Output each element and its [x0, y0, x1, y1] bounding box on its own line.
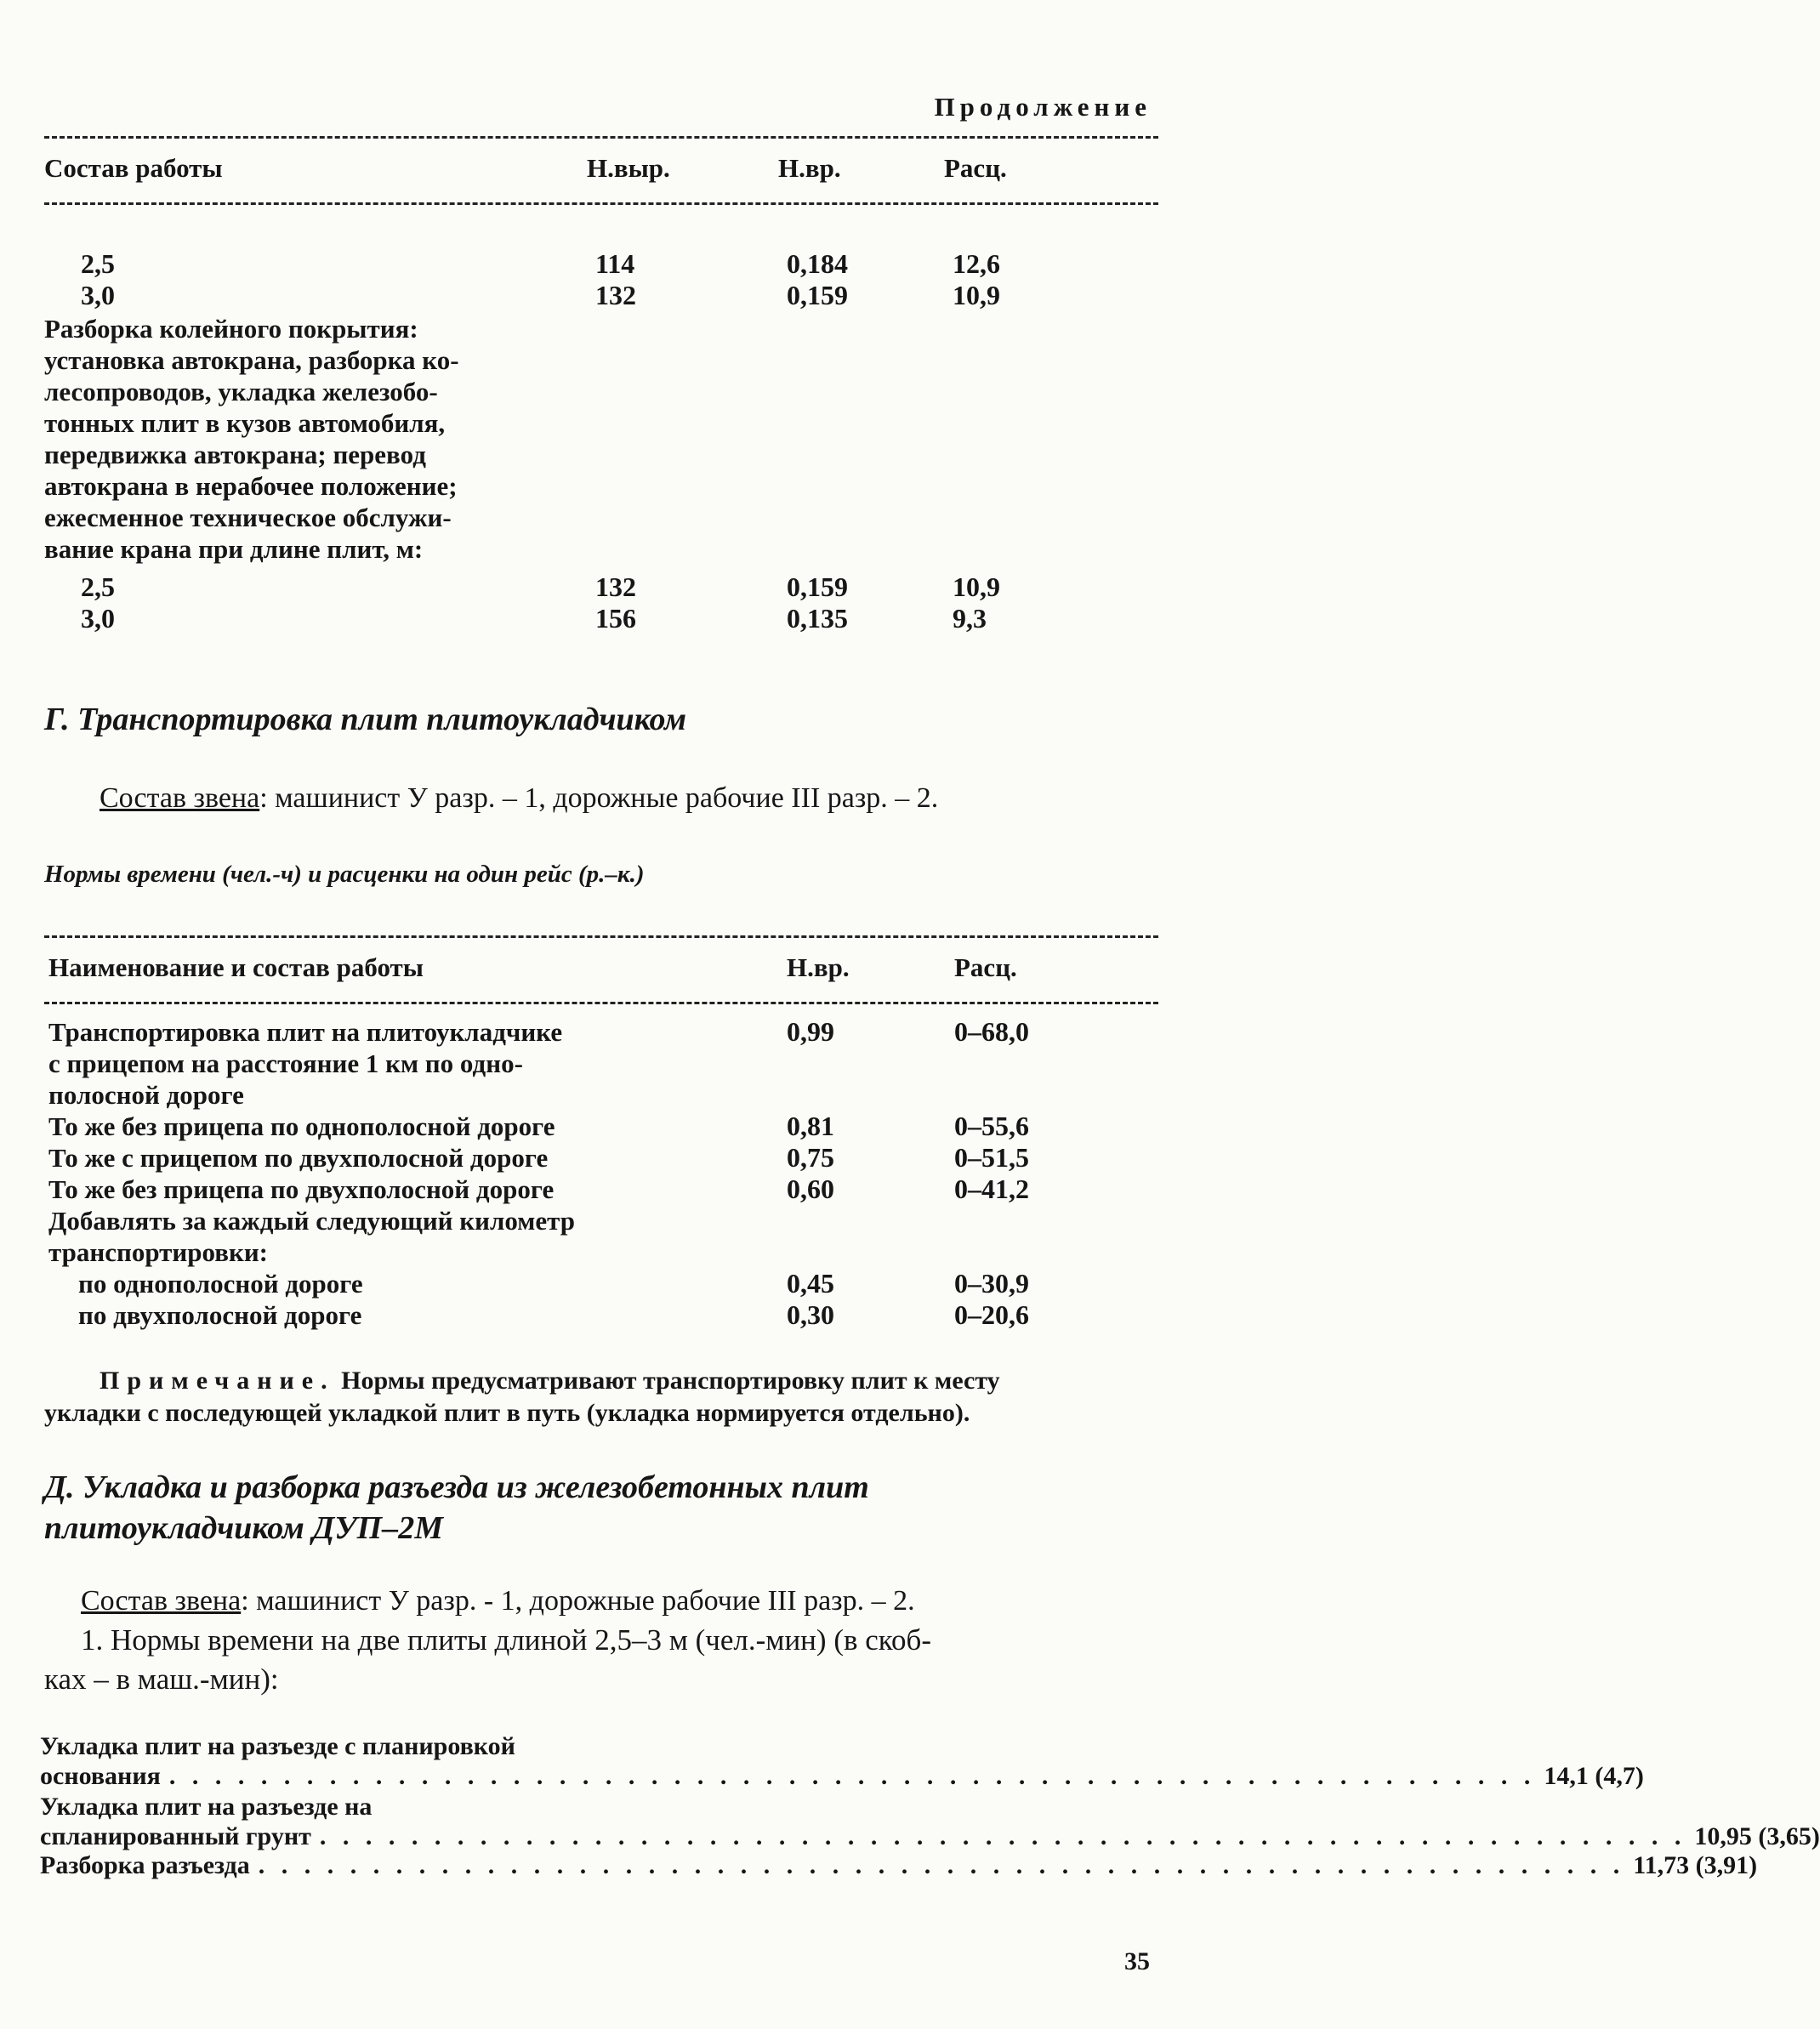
- cell-nvr: 0,45: [787, 1268, 834, 1299]
- cell-nvyr: 132: [595, 571, 636, 602]
- cell-nvr: 0,99: [787, 1016, 834, 1047]
- cell-nvr: 0,135: [787, 603, 848, 634]
- cell-nvyr: 156: [595, 603, 636, 634]
- table2-header-rasc: Расц.: [954, 952, 1017, 982]
- table1-header-rule: [44, 202, 1158, 205]
- note-line-1: [100, 1365, 1000, 1397]
- page-number: 35: [1124, 1947, 1150, 1975]
- item-line: Укладка плит на разъезде на: [40, 1793, 373, 1821]
- table2-add-label: [48, 1205, 575, 1268]
- table2-top-rule: [44, 935, 1158, 938]
- cell-rasc: 0–51,5: [954, 1142, 1029, 1173]
- cell-nvr: 0,159: [787, 571, 848, 602]
- row-name-line: Транспортировка плит на плитоукладчике: [48, 1017, 563, 1047]
- section-d-title-2: плитоукладчиком ДУП–2М: [44, 1510, 444, 1546]
- row-name-line: по однополосной дороге: [78, 1269, 363, 1299]
- list-item: [40, 1822, 1820, 1851]
- cell-nvr: 0,60: [787, 1174, 834, 1204]
- cell-rasc: 10,9: [953, 571, 1000, 602]
- section-d-crew: [81, 1582, 915, 1621]
- cell-rasc: 0–30,9: [954, 1268, 1029, 1299]
- cell-nvr: 0,30: [787, 1299, 834, 1330]
- row-name-line: полосной дороге: [48, 1080, 244, 1110]
- table1-header-nvr: Н.вр.: [778, 153, 841, 183]
- crew-label: Состав звена: [81, 1585, 242, 1617]
- section-g-title: Г. Транспортировка плит плитоукладчиком: [44, 702, 687, 737]
- row-name-line: с прицепом на расстояние 1 км по одно-: [48, 1049, 523, 1078]
- cell-nvr: 0,159: [787, 280, 848, 310]
- cell-nvr: 0,75: [787, 1142, 834, 1173]
- desc-line: автокрана в нерабочее положение;: [44, 471, 458, 501]
- continuation-label: Продолжение: [934, 92, 1152, 122]
- cell-nvr: 0,184: [787, 248, 848, 279]
- desc-line: Разборка колейного покрытия:: [44, 314, 418, 344]
- item-line: Укладка плит на разъезде с планировкой: [40, 1732, 515, 1760]
- dot-leader: . . . . . . . . . . . . . . . . . . . . . . . . . . . . . . . . . . . . . . . . . . . . . . . . . . . . . . . . . . . .: [168, 1762, 1536, 1790]
- table1-header-work: Состав работы: [44, 153, 223, 183]
- norms-list: [40, 1731, 1820, 1880]
- item-value: 11,73 (3,91): [1633, 1851, 1758, 1879]
- cell-rasc: 12,6: [953, 248, 1000, 279]
- cell-length: 3,0: [81, 603, 115, 634]
- note-label: Примечание.: [100, 1367, 335, 1395]
- cell-length: 2,5: [81, 571, 115, 602]
- cell-nvr: 0,81: [787, 1111, 834, 1141]
- desc-line: тонных плит в кузов автомобиля,: [44, 408, 446, 438]
- desc-line: ежесменное техническое обслужи-: [44, 503, 452, 532]
- dot-leader: . . . . . . . . . . . . . . . . . . . . . . . . . . . . . . . . . . . . . . . . . . . . . . . . . . . . . . . . . . . .: [258, 1851, 1625, 1879]
- table2-header-nvr: Н.вр.: [787, 952, 850, 982]
- norms-line-1: [44, 1621, 931, 1660]
- item-label: спланированный грунт: [40, 1822, 311, 1850]
- cell-rasc: 10,9: [953, 280, 1000, 310]
- crew-text: : машинист У разр. – 1, дорожные рабочие III разр. – 2.: [259, 782, 939, 814]
- item-value: 14,1 (4,7): [1544, 1762, 1644, 1790]
- cell-rasc: 9,3: [953, 603, 987, 634]
- note-text: Нормы предусматривают транспортировку плит к месту: [341, 1367, 1000, 1395]
- cell-length: 3,0: [81, 280, 115, 310]
- dot-leader: . . . . . . . . . . . . . . . . . . . . . . . . . . . . . . . . . . . . . . . . . . . . . . . . . . . . . . . . . . . .: [319, 1822, 1686, 1850]
- crew-label: Состав звена: [100, 782, 260, 814]
- desc-line: лесопроводов, укладка железобо-: [44, 377, 438, 406]
- add-label-line: транспортировки:: [48, 1237, 269, 1267]
- table1-header-rasc: Расц.: [944, 153, 1007, 183]
- cell-rasc: 0–41,2: [954, 1174, 1029, 1204]
- item-value: 10,95 (3,65): [1694, 1822, 1820, 1850]
- note-line-2: укладки с последующей укладкой плит в путь (укладка нормируется отдельно).: [44, 1399, 970, 1427]
- list-item: [40, 1762, 1644, 1791]
- table2-header-name: Наименование и состав работы: [48, 952, 424, 982]
- cell-length: 2,5: [81, 248, 115, 279]
- cell-rasc: 0–68,0: [954, 1016, 1029, 1047]
- section-g-crew: [100, 779, 938, 818]
- row-name-line: То же без прицепа по однополосной дороге: [48, 1111, 555, 1141]
- row-name-line: То же без прицепа по двухполосной дороге: [48, 1174, 555, 1204]
- cell-nvyr: 132: [595, 280, 636, 310]
- row-name-line: То же с прицепом по двухполосной дороге: [48, 1143, 549, 1173]
- norms-caption: Нормы времени (чел.-ч) и расценки на один рейс (р.–к.): [44, 861, 645, 888]
- desc-line: установка автокрана, разборка ко-: [44, 345, 459, 375]
- table2-header-rule: [44, 1002, 1158, 1004]
- add-label-line: Добавлять за каждый следующий километр: [48, 1206, 576, 1236]
- cell-rasc: 0–20,6: [954, 1299, 1029, 1330]
- item-label: Разборка разъезда: [40, 1851, 250, 1879]
- norms-text: 1. Нормы времени на две плиты длиной 2,5–3 м (чел.-мин) (в скоб-: [81, 1623, 931, 1657]
- section-d-title-1: Д. Укладка и разборка разъезда из железобетонных плит: [44, 1469, 869, 1505]
- list-item: [40, 1851, 1758, 1880]
- crew-text: : машинист У разр. - 1, дорожные рабочие III разр. – 2.: [241, 1585, 915, 1617]
- norms-line-2: ках – в маш.-мин):: [44, 1662, 279, 1696]
- table1-header-nvyr: Н.выр.: [587, 153, 670, 183]
- cell-nvyr: 114: [595, 248, 635, 279]
- row-name-line: по двухполосной дороге: [78, 1300, 362, 1330]
- table1-top-rule: [44, 136, 1158, 139]
- table1-description: [44, 313, 459, 565]
- desc-line: вание крана при длине плит, м:: [44, 534, 424, 564]
- cell-rasc: 0–55,6: [954, 1111, 1029, 1141]
- item-label: основания: [40, 1762, 161, 1790]
- desc-line: передвижка автокрана; перевод: [44, 440, 426, 469]
